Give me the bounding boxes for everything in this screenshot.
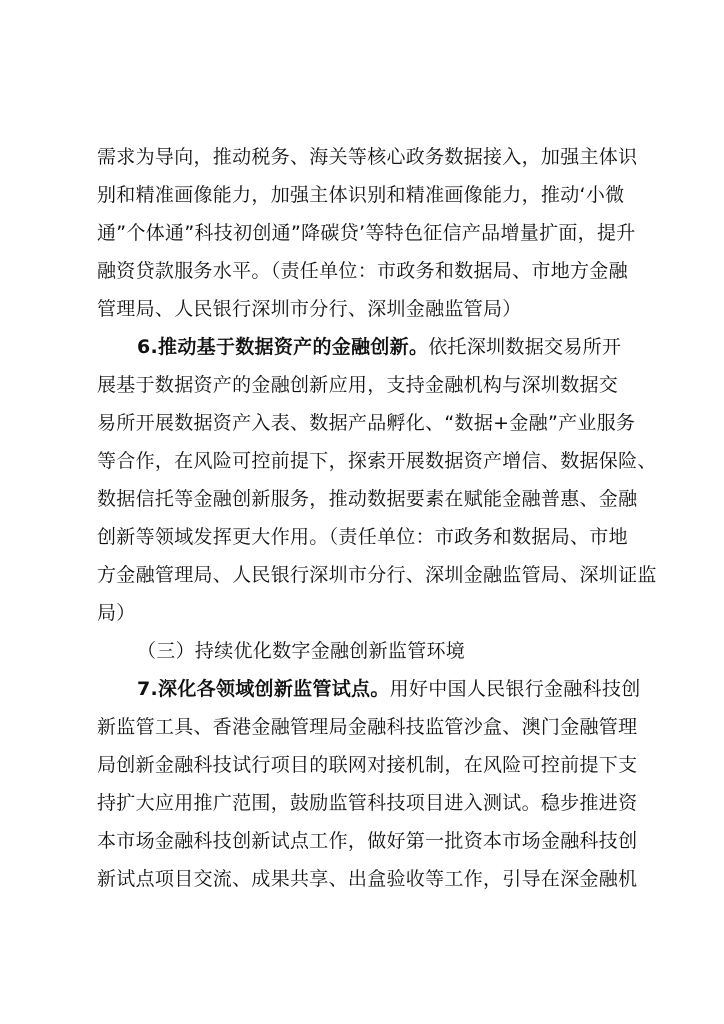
paragraph-line: 新监管工具、香港金融管理局金融科技监管沙盒、澳门金融管理 [97, 716, 638, 738]
paragraph-line: 创新等领域发挥更大作用。（责任单位：市政务和数据局、市地 [97, 526, 628, 548]
item-6-line [137, 335, 621, 359]
paragraph-line: 管理局、人民银行深圳市分行、深圳金融监管局） [97, 298, 522, 320]
item-7-line [137, 677, 641, 701]
item-6-heading: 6.推动基于数据资产的金融创新。 [137, 336, 429, 358]
paragraph-line: 易所开展数据资产入表、数据产品孵化、“数据+金融”产业服务 [97, 412, 636, 434]
section-heading: （三）持续优化数字金融创新监管环境 [137, 640, 466, 662]
item-6-text: 依托深圳数据交易所开 [428, 336, 622, 358]
paragraph-line: 局创新金融科技试行项目的联网对接机制，在风险可控前提下支 [97, 754, 638, 776]
paragraph-line: 等合作，在风险可控前提下，探索开展数据资产增信、数据保险、 [97, 450, 657, 472]
paragraph-line: 融资贷款服务水平。（责任单位：市政务和数据局、市地方金融 [97, 260, 628, 282]
paragraph-line: 本市场金融科技创新试点工作，做好第一批资本市场金融科技创 [97, 830, 638, 852]
paragraph-line: 数据信托等金融创新服务，推动数据要素在赋能金融普惠、金融 [97, 488, 638, 510]
item-7-text: 用好中国人民银行金融科技创 [389, 678, 641, 700]
paragraph-line: 通”个体通”科技初创通”降碳贷’等特色征信产品增量扩面，提升 [97, 222, 636, 244]
paragraph-line: 方金融管理局、人民银行深圳市分行、深圳金融监管局、深圳证监 [97, 564, 657, 586]
paragraph-line: 局） [97, 602, 136, 624]
paragraph-line: 持扩大应用推广范围，鼓励监管科技项目进入测试。稳步推进资 [97, 792, 638, 814]
paragraph-line: 需求为导向，推动税务、海关等核心政务数据接入，加强主体识 [97, 146, 638, 168]
paragraph-line: 新试点项目交流、成果共享、出盒验收等工作，引导在深金融机 [97, 868, 638, 890]
paragraph-line: 展基于数据资产的金融创新应用，支持金融机构与深圳数据交 [97, 374, 619, 396]
paragraph-line: 别和精准画像能力，加强主体识别和精准画像能力，推动‘小微 [97, 184, 625, 206]
item-7-heading: 7.深化各领域创新监管试点。 [137, 678, 390, 700]
